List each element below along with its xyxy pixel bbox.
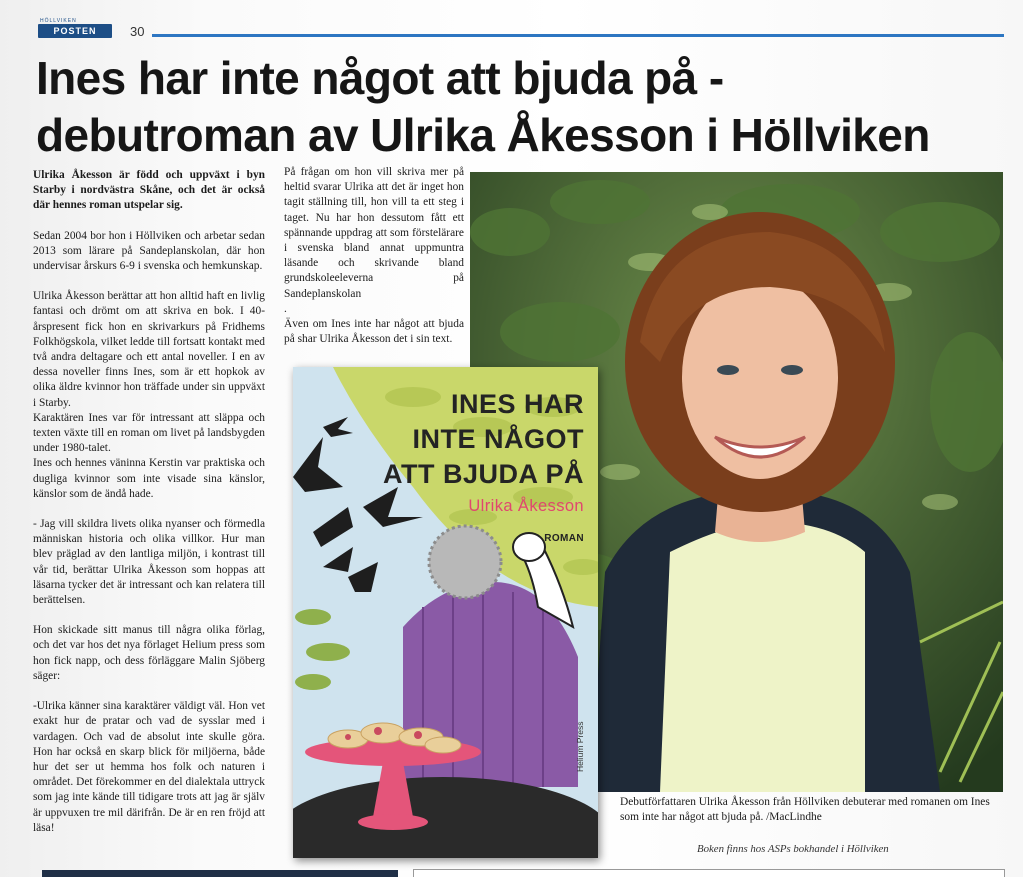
article-paragraph: Även om Ines inte har något att bjuda på shar Ulrika Åkesson det i sin text. <box>284 318 464 346</box>
article-paragraph: Ines och hennes väninna Kerstin var praktiska och dugliga kvinnor som inte visade sina känslor, känslor som de ändå hade. <box>33 457 265 500</box>
header-rule <box>152 34 1004 37</box>
book-title-line: INTE NÅGOT <box>412 424 584 454</box>
page-number: 30 <box>130 24 145 39</box>
headline <box>36 50 1016 164</box>
article-quote: -Ulrika känner sina karaktärer väldigt väl. Hon vet exakt hur de pratar och vad de sysslar med i vardagen. Och vad de absolut inte skulle göra. Hon har också en skarp blick för miljöerna, både hur det ser ut hemma hos folk och naturen i området. Det förekommer en del dialektala uttryck som jag inte kände till tidigare trots att jag är själv är uppvuxen tre mil därifrån. De är en ren fröjd att läsa! <box>33 700 265 834</box>
book-title-line: ATT BJUDA PÅ <box>383 459 584 489</box>
book-title-line: INES HAR <box>450 389 584 419</box>
article-paragraph: Sedan 2004 bor hon i Höllviken och arbetar sedan 2013 som lärare på Sandeplanskolan, där hon undervisar årskurs 6-9 i svenska och hemkunskap. <box>33 229 265 273</box>
book-title <box>383 387 584 492</box>
headline-line-1: Ines har inte något att bjuda på - <box>36 52 724 104</box>
newspaper-logo: POSTEN <box>38 24 112 38</box>
article-lead: Ulrika Åkesson är född och uppväxt i byn Starby i nordvästra Skåne, och det är också där hennes roman utspelar sig. <box>33 169 265 212</box>
book-genre: ROMAN <box>544 533 584 544</box>
book-publisher: Helium Press <box>575 721 585 772</box>
article-quote: - Jag vill skildra livets olika nyanser och förmedla människan historia och olika villkor. Hur man blev präglad av den lantliga miljön, i kontrast till vår tid, berättar Ulrika Åkesson som hoppas att läsarna tycker det är intressant och kan relatera till berättelsen. <box>33 518 265 607</box>
headline-line-2: debutroman av Ulrika Åkesson i Höllviken <box>36 109 930 161</box>
article-column-2 <box>284 165 464 362</box>
bottom-bar-right <box>413 869 1005 877</box>
availability-note: Boken finns hos ASPs bokhandel i Höllviken <box>697 843 889 855</box>
bottom-bar-left <box>42 870 398 877</box>
article-paragraph: På frågan om hon vill skriva mer på heltid svarar Ulrika att det är inget hon tagit ställning till, hon vill ta ett steg i taget. Nu har hon dessutom fått ett spännande uppdrag att som förstelärare i svenska bland annat uppmuntra läsande och skrivande bland grundskoleeleverna på Sandeplanskolan <box>284 166 464 300</box>
article-paragraph: Karaktären Ines var för intressant att släppa och texten växte till en roman om livet på landsbygden under 1980-talet. <box>33 411 265 455</box>
article-dot: . <box>284 302 287 315</box>
book-author: Ulrika Åkesson <box>468 497 584 515</box>
article-column-1 <box>33 168 265 836</box>
article-paragraph: Ulrika Åkesson berättar att hon alltid haft en livlig fantasi och drömt om att skriva en bok. I 40-årspresent fick hon en skrivarkurs på Fridhems Folkhögskola, vilket ledde till fortsatt kontakt med två andra deltagare och ett antal noveller. I en av dessa noveller finns Ines, som är ett hopkok av olika äldre kvinnor hon träffade under sin uppväxt i Starby. <box>33 290 265 409</box>
article-paragraph: Hon skickade sitt manus till några olika förlag, och det var hos det nya förlaget Helium press som hon fick napp, och dess förläggare Malin Sjöberg säger: <box>33 624 265 682</box>
photo-caption: Debutförfattaren Ulrika Åkesson från Höllviken debuterar med romanen om Ines som inte har något att bjuda på. /MacLindhe <box>620 796 990 823</box>
book-cover <box>293 367 598 858</box>
logo-kicker: HÖLLVIKEN <box>40 18 77 24</box>
